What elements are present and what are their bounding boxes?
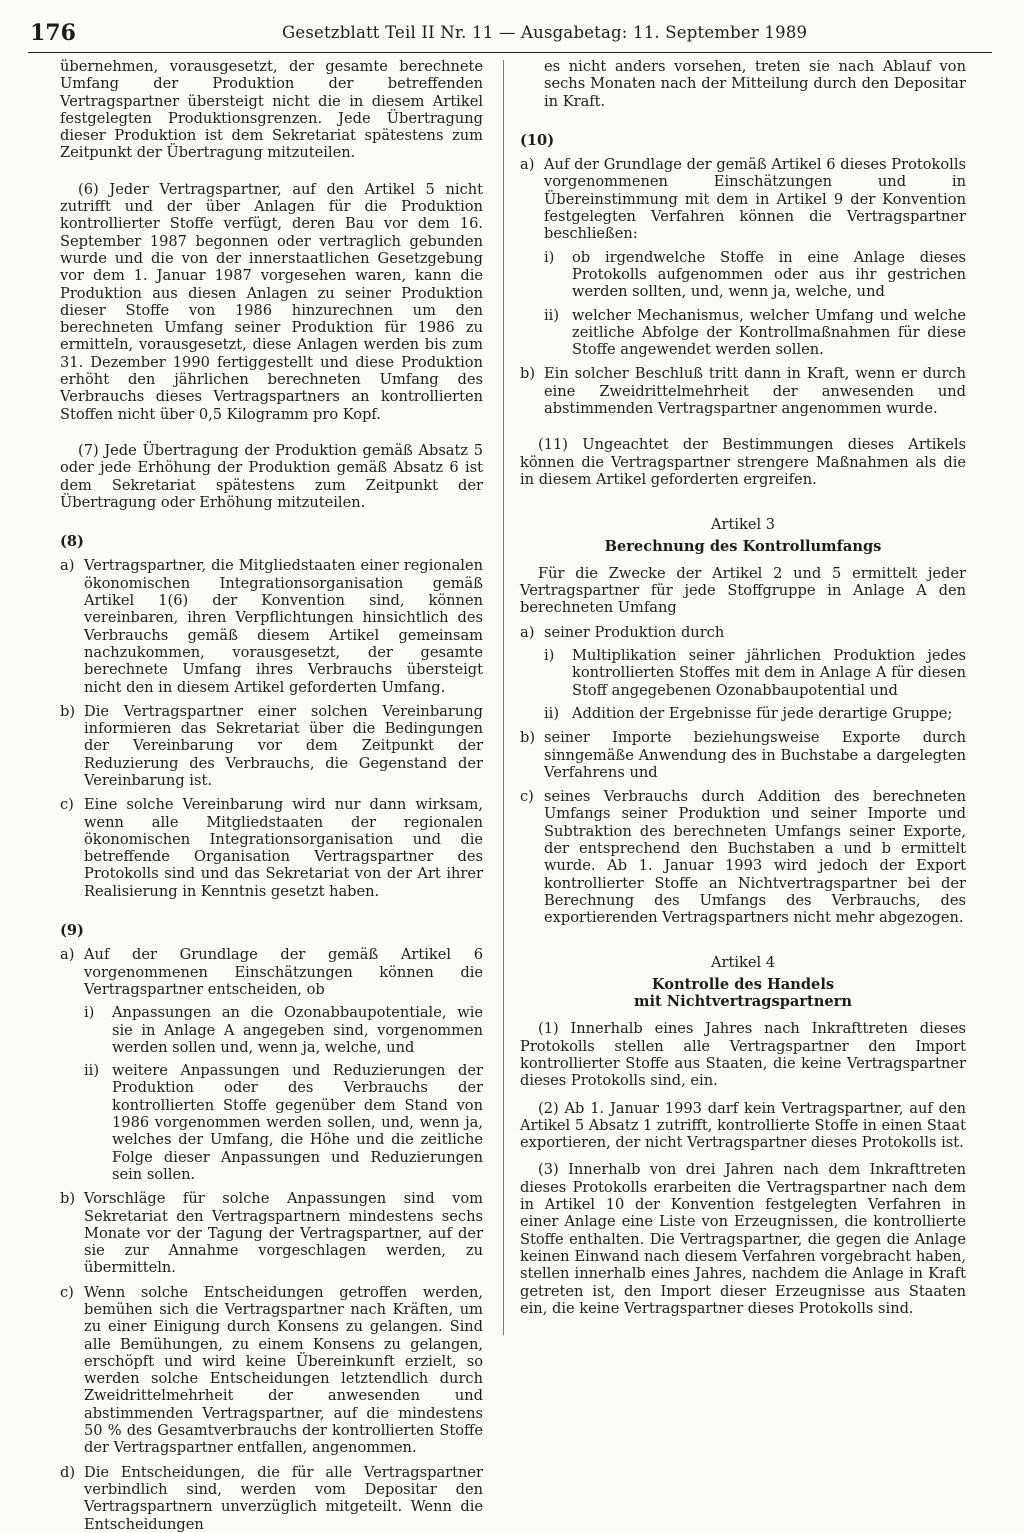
- article-3-intro: Für die Zwecke der Artikel 2 und 5 ermittelt jeder Vertragspartner für jede Stoffgruppe in Anlage A den berechneten Umfang: [520, 564, 966, 617]
- list-item: [60, 1284, 483, 1457]
- sub-item: [84, 1004, 483, 1056]
- list-item: [520, 624, 966, 641]
- item-label: d): [60, 1463, 76, 1481]
- left-column: [60, 58, 483, 1533]
- sub-item: [544, 647, 966, 699]
- list-item: [60, 1190, 483, 1276]
- sub-item-text: weitere Anpassungen und Reduzierungen der Produktion oder des Verbrauchs der kontrollierten Stoffe gegenüber dem Stand von 1986 vorgenommen werden sollen, und, wenn ja, welches der Umfang, die Höhe und die zeitliche Folge dieser Anpassungen und Reduzierungen sein sollen.: [112, 1062, 483, 1183]
- item-label: c): [60, 1283, 74, 1301]
- running-head: Gesetzblatt Teil II Nr. 11 — Ausgabetag: 11. September 1989: [282, 23, 808, 42]
- item-text: Wenn solche Entscheidungen getroffen werden, bemühen sich die Vertragspartner nach Kräften, um zu einer Einigung durch Konsens zu gelangen. Sind alle Bemühungen, zu einem Konsens zu gelangen, erschöpft und wird keine Übereinkunft erzielt, so werden solche Entscheidungen letztendlich durch Zweidrittelmehrheit der anwesenden und abstimmenden Vertragspartner, auf die mindestens 50 % des Gesamtverbrauchs der kontrollierten Stoffe der Vertragspartner entfallen, angenommen.: [84, 1283, 483, 1457]
- item-label: b): [520, 729, 536, 747]
- sub-item-label: ii): [544, 704, 560, 722]
- item-text: Die Vertragspartner einer solchen Vereinbarung informieren das Sekretariat über die Bedingungen der Vereinbarung vor dem Zeitpunkt der Reduzierung des Verbrauchs, die Gegenstand der Vereinbarung ist.: [84, 702, 483, 789]
- sub-item-text: Multiplikation seiner jährlichen Produktion jedes kontrollierten Stoffes mit dem in Anlage A für diesen Stoff angegebenen Ozonabbaupotential und: [572, 647, 966, 699]
- item-text: Vertragspartner, die Mitgliedstaaten einer regionalen ökonomischen Integrationsorganisation gemäß Artikel 1(6) der Konvention sind, können vereinbaren, ihren Verpflichtungen hinsichtlich des Verbrauchs gemäß diesem Artikel gemeinsam nachzukommen, vorausgesetzt, der gesamte berechnete Umfang ihres Verbrauchs übersteigt nicht den in diesem Artikel geforderten Umfang.: [84, 557, 483, 696]
- section-number-10: (10): [520, 131, 555, 149]
- item-text: Vorschläge für solche Anpassungen sind vom Sekretariat den Vertragspartnern mindestens sechs Monate vor der Tagung der Vertragspartner, auf der sie zur Annahme vorgeschlagen werden, zu übermitteln.: [84, 1190, 483, 1277]
- article-4-title: Artikel 4: [710, 954, 776, 972]
- article-4-subtitle-2: mit Nichtvertragspartnern: [634, 993, 852, 1011]
- list-item: [520, 729, 966, 781]
- item-text: seiner Importe beziehungsweise Exporte durch sinngemäße Anwendung des in Buchstabe a dargelegten Verfahrens und: [544, 729, 966, 781]
- item-label: a): [520, 623, 535, 641]
- sub-item-label: ii): [544, 306, 560, 324]
- list-item: [520, 788, 966, 926]
- paragraph-6: (6) Jeder Vertragspartner, auf den Artikel 5 nicht zutrifft und der über Anlagen für die Produktion kontrollierter Stoffe verfügt, deren Bau vor dem 16. September 1987 begonnen oder vertraglich gebunden wurde und die von der innerstaatlichen Gesetzgebung vor dem 1. Januar 1987 vorgesehen waren, kann die Produktion aus diesen Anlagen zu seiner Produktion dieser Stoffe von 1986 hinzurechnen um den berechneten Umfang seiner Produktion für 1986 zu ermitteln, vorausgesetzt, diese Anlagen werden bis zum 31. Dezember 1990 fertiggestellt und diese Produktion erhöht den jährlichen berechneten Umfang des Verbrauchs dieses Vertragspartners an kontrollierten Stoffen nicht über 0,5 Kilogramm pro Kopf.: [60, 180, 483, 423]
- sub-item-text: Addition der Ergebnisse für jede derartige Gruppe;: [572, 704, 953, 722]
- sub-item-text: Anpassungen an die Ozonabbaupotentiale, wie sie in Anlage A angegeben sind, vorgenommen werden sollen und, wenn ja, welche, und: [112, 1004, 483, 1056]
- list-item: [60, 1464, 483, 1533]
- item-label: c): [60, 796, 74, 814]
- sub-item-text: welcher Mechanismus, welcher Umfang und welche zeitliche Abfolge der Kontrollmaßnahmen für diese Stoffe angewendet werden sollen.: [572, 306, 966, 359]
- item-label: b): [520, 365, 536, 383]
- item-text: Ein solcher Beschluß tritt dann in Kraft, wenn er durch eine Zweidrittelmehrheit der anwesenden und abstimmenden Vertragspartner angenommen wurde.: [544, 365, 966, 418]
- sub-item-label: i): [544, 248, 555, 266]
- section-number-8: (8): [60, 533, 84, 551]
- page-number: 176: [30, 20, 76, 46]
- article-4-paragraph-2: (2) Ab 1. Januar 1993 darf kein Vertragspartner, auf den Artikel 5 Absatz 1 zutrifft, kontrollierte Stoffe in einen Staat exportieren, der nicht Vertragspartner dieses Protokolls ist.: [520, 1099, 966, 1152]
- right-column: [520, 58, 966, 1317]
- item-label: a): [520, 156, 535, 174]
- item-text: Die Entscheidungen, die für alle Vertragspartner verbindlich sind, werden vom Depositar den Vertragspartnern unverzüglich mitgeteilt. Wenn die Entscheidungen: [84, 1463, 483, 1533]
- article-4-subtitle-1: Kontrolle des Handels: [651, 975, 835, 993]
- list-item: [520, 365, 966, 417]
- sub-item: [544, 307, 966, 359]
- item-text: Auf der Grundlage der gemäß Artikel 6 dieses Protokolls vorgenommenen Einschätzungen und in Übereinstimmung mit dem in Artikel 9 der Konvention festgelegten Verfahren können die Vertragspartner beschließen:: [544, 156, 966, 243]
- sub-item: [544, 249, 966, 301]
- article-4-paragraph-3: (3) Innerhalb von drei Jahren nach dem Inkrafttreten dieses Protokolls erarbeiten die Vertragspartner nach dem in Artikel 10 der Konvention festgelegten Verfahren in einer Anlage eine Liste von Erzeugnissen, die kontrollierte Stoffe enthalten. Die Vertragspartner, die gegen die Anlage keinen Einwand nach diesem Verfahren vorgebracht haben, stellen innerhalb eines Jahres, nachdem die Anlage in Kraft getreten ist, den Import dieser Erzeugnisse aus Staaten ein, die keine Vertragspartner dieses Protokolls sind.: [520, 1161, 966, 1317]
- list-item: [60, 946, 483, 998]
- sub-item-label: i): [84, 1004, 95, 1022]
- article-3-title: Artikel 3: [710, 516, 776, 534]
- page-header: [28, 18, 992, 53]
- item-text: seines Verbrauchs durch Addition des berechneten Umfangs seiner Produktion und seiner Importe und Subtraktion des berechneten Umfangs seiner Exporte, der entsprechend den Buchstaben a und b ermittelt wurde. Ab 1. Januar 1993 wird jedoch der Export kontrollierter Stoffe an Nichtvertragspartner bei der Berechnung des Umfangs des Verbrauchs, des exportierenden Vertragspartners nicht mehr abgezogen.: [544, 788, 966, 927]
- article-3-subtitle: Berechnung des Kontrollumfangs: [604, 537, 882, 555]
- item-text: Eine solche Vereinbarung wird nur dann wirksam, wenn alle Mitgliedstaaten der regionalen ökonomischen Integrationsorganisation und die betreffende Organisation Vertragspartner des Protokolls sind und das Sekretariat von der Art ihrer Realisierung in Kenntnis gesetzt haben.: [84, 796, 483, 900]
- item-label: b): [60, 1190, 76, 1208]
- section-number-9: (9): [60, 922, 84, 940]
- list-item-continued: [520, 58, 966, 110]
- paragraph-11: (11) Ungeachtet der Bestimmungen dieses Artikels können die Vertragspartner strengere Maßnahmen als die in diesem Artikel geforderten ergreifen.: [520, 436, 966, 488]
- item-text: es nicht anders vorsehen, treten sie nach Ablauf von sechs Monaten nach der Mitteilung durch den Depositar in Kraft.: [544, 58, 966, 110]
- list-item: [60, 703, 483, 789]
- item-text: Auf der Grundlage der gemäß Artikel 6 vorgenommenen Einschätzungen können die Vertragspartner entscheiden, ob: [84, 946, 483, 998]
- item-label: c): [520, 788, 534, 806]
- article-4-paragraph-1: (1) Innerhalb eines Jahres nach Inkrafttreten dieses Protokolls stellen alle Vertragspartner den Import kontrollierter Stoffe aus Staaten, die keine Vertragspartner dieses Protokolls sind, ein.: [520, 1020, 966, 1090]
- item-label: a): [60, 946, 75, 964]
- sub-item: [544, 705, 966, 722]
- sub-item-label: i): [544, 647, 555, 665]
- list-item: [60, 796, 483, 900]
- list-item: [520, 156, 966, 242]
- list-item: [60, 557, 483, 695]
- continued-paragraph: übernehmen, vorausgesetzt, der gesamte berechnete Umfang der Produktion der betreffenden Vertragspartner übersteigt nicht die in diesem Artikel festgelegten Produktionsgrenzen. Jede Übertragung dieser Produktion ist dem Sekretariat spätestens zum Zeitpunkt der Übertragung mitzuteilen.: [60, 58, 483, 162]
- sub-item: [84, 1062, 483, 1183]
- item-text: seiner Produktion durch: [544, 623, 725, 641]
- sub-item-label: ii): [84, 1062, 100, 1080]
- item-label: a): [60, 557, 75, 575]
- column-divider: [503, 60, 504, 1335]
- sub-item-text: ob irgendwelche Stoffe in eine Anlage dieses Protokolls aufgenommen oder aus ihr gestrichen werden sollten, und, wenn ja, welche, und: [572, 248, 966, 301]
- item-label: b): [60, 702, 76, 720]
- paragraph-7: (7) Jede Übertragung der Produktion gemäß Absatz 5 oder jede Erhöhung der Produktion gemäß Absatz 6 ist dem Sekretariat spätestens zum Zeitpunkt der Übertragung oder Erhöhung mitzuteilen.: [60, 441, 483, 511]
